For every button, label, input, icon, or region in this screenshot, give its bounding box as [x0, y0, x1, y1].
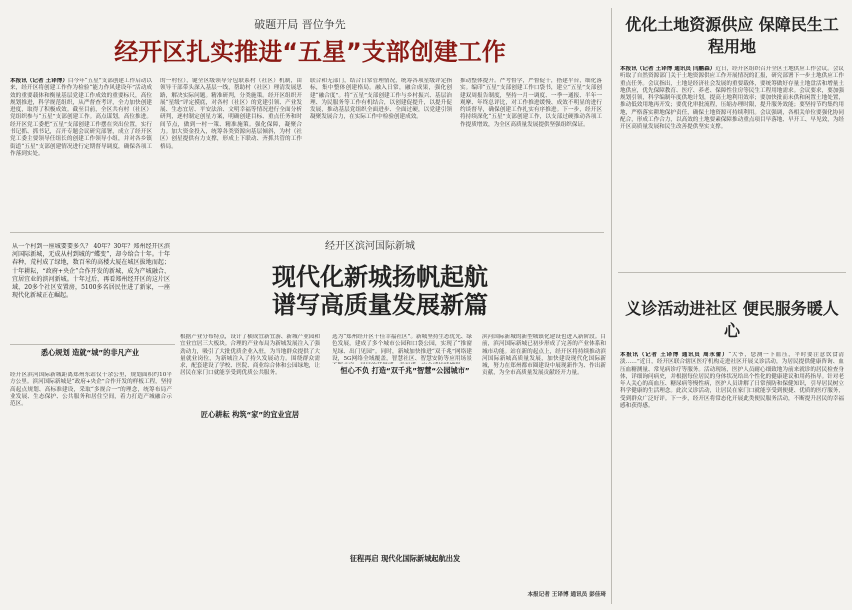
story1-column-4	[460, 78, 602, 226]
story1-column-3	[310, 78, 452, 226]
story3-headline-line2: 谱写高质量发展新篇	[272, 291, 488, 319]
story1-col1-text: 白今年“五星”支部创建工作启动以来，经开区将创建工作作为检验“能力作风建设年”活动成效的重要载体和衡量基层党建工作成效的重要标尺，高位规划推进，科学规范组织，从严督查考评，全力加快创建进度，取得了积极成效。截至目前，全区共有村（社区）党组织参与“五星”支部创建工作。高点谋划，高位推进。经开区党工委把“五星”支部创建工作摆在突出位置，实行书记抓、抓书记，召开专题会议研究部署，成立了经开区党工委主要领导任组长的创建工作领导小组，并对各乡镇街道“五星”支部创建情况进行定期督导调度，确保各项工作落到实处。	[10, 78, 152, 157]
story1-kicker: 破题开局 晋位争先	[254, 18, 346, 31]
story3-subhead-1: 悉心规划 造就“城”的非凡产业	[40, 348, 140, 357]
story4-body-text: “大爷，您测一下血压，平时要注意饮食清淡……”近日，经开区联合辖区医疗机构走进社区开展义诊活动，为居民提供健康咨询、血压血糖测量、常见病诊疗等服务。活动现场，医护人员耐心细致地为前来就诊的居民检查身体，详细询问病史，并根据每位居民的身体状况给出个性化的健康建议和用药指导。针对老年人关心的高血压、糖尿病等慢性病，医护人员讲解了日常预防和保健知识，引导居民树立科学健康的生活理念。此次义诊活动，让居民在家门口就能享受到便捷、优质的医疗服务，受到群众广泛好评。下一步，经开区将常态化开展此类便民服务活动，不断提升居民的幸福感和获得感。	[620, 352, 844, 410]
story3-col4-text: 滨河国际新城的新型城镇化建设也进入新阶段。目前，滨河国际新城已初步形成了完善的产业体系和城市功能。站在新的起点上，经开区将持续推动滨河国际新城高质量发展，加快建设现代化国际新城，努力在郑州都市圈建设中展现新作为、作出新贡献，为全市高质量发展贡献经开力量。	[482, 334, 606, 377]
story1-col4-text: 推动整体提升。严考督学，严督促干，搭建平台，细化落实。编印“五星”支部创建工作口袋书，建立“五星”支部创建双周报告制度，坚持一月一调度、一季一通报、半年一观摩、年终总评比，对工作推进缓慢、成效不明显的进行约谈督导，确保创建工作扎实有序推进。下一步，经开区将持续深化“五星”支部创建工作，以支部过硬推动各项工作提质增效，为全区高质量发展提供坚强组织保证。	[460, 78, 602, 128]
story1-lead: 本报讯（记者 王译博）	[10, 78, 68, 84]
story3-intro-text: 从一个村到一座城要要多久？ 40年？30年？郑州经开区滨河国际新城，无成从村到城的“蝶变”，却今给合十年。十年春种，荒村成了绿地，数百米的高楼大厦在城区拔地而起；十年耕耘，“政府+央企”合作开发的新城，成为产城融合、宜居宜业的滨河新城。十年过后，再看郑州经开区的这片区域，20多个社区安置房，5100多名居民住进了新家，一座现代化新城正在崛起。	[12, 243, 170, 300]
story3-byline: 本报记者 王译博 通讯员 彭佳琦	[527, 592, 606, 598]
story3-column-4	[482, 334, 606, 584]
divider-story3-intro	[10, 344, 175, 345]
divider-story1-bottom	[10, 232, 604, 233]
story3-intro	[12, 243, 170, 339]
story4-lead: 本报讯（记者 王译博 通讯员 周永蕾）	[620, 352, 729, 358]
story3-col2-text: 根据产业分布特点，设计了横成宜新宜游、新城产业园和宜业宜居三大板块。合理的产业布局为新城发展注入了强劲动力，吸引了大批优质企业入驻，为当地群众提供了大量就业岗位，为新城注入了持久发展动力。围绕群众需求，配套建设了学校、医院、商业综合体和公园绿地，让居民在家门口就能享受到优质公共服务。	[180, 334, 320, 377]
story3-column-2-top	[180, 334, 320, 378]
story1-headline: 经开区扎实推进“五星”支部创建工作	[114, 38, 506, 66]
divider-story2-bottom	[618, 272, 846, 273]
story3-column-1	[10, 372, 172, 602]
story1-col3-text: 联合和无部门，结合日常管理情况，统筹各项星级评定指标，集中整体创建格局。融入日常，融合成果，强化创建“融合度”。将“五星”支部创建工作与乡村振兴、基层治理、为民服务等工作有机结合，以创建促提升，以提升促发展，推动基层党组织全面进步、全面过硬，以党建引领凝聚发展合力，在实际工作中检验创建成效。	[310, 78, 452, 121]
story4-headline	[620, 298, 844, 342]
story3-headline-line1: 现代化新城扬帆起航	[272, 263, 488, 291]
story3-col1-text: 经开区滨河国际新城距离郑州东站仅十余公里，规划面积约10平方公里。滨河国际新城是“政府+央企”合作开发的样板工程，坚持高起点规划、高标准建设，采取“多规合一”的理念，统筹布局产业发展、生态保护、公共服务和居住空间，着力打造产城融合示范区。	[10, 372, 172, 408]
story3-subhead-2: 匠心耕耘 构筑“家”的宜业宜居	[200, 410, 300, 419]
story1-col2-text: 的一村位），键全区级领导分包联系村（社区）机制，由领导干部带头深入基层一线，帮助村（社区）理清发展思路，解决实际问题。精准研判，分类施策。经开区组织开展“星级”评定摸底，对各村（社区）的党建引领、产业发展、生态宜居、平安法治、文明幸福等情况进行全面分析研判，逐村制定创星方案，明确创建目标、重点任务和时间节点，做到一村一策、精准施策。强化保障，凝聚合力。加大资金投入，统筹各类资源向基层倾斜，为村（社区）创星提供有力支撑，形成上下联动、齐抓共管的工作格局。	[160, 78, 302, 150]
story3-subhead-4: 征程再启 现代化国际新城起航出发	[349, 554, 461, 563]
story3-column-3-bottom	[332, 390, 472, 520]
story2-body	[620, 66, 844, 266]
story1-column-2	[160, 78, 302, 226]
story4-body	[620, 352, 844, 602]
story2-headline	[620, 14, 844, 58]
story2-body-text: 近日，经开区组织召开全区土地供应工作会议。会议听取了自然资源部门关于土地资源供应工作开展情况的汇报，研究部署下一步土地供应工作重点任务。会议指出，土地是经济社会发展的重要载体，要统筹做好存量土地盘活和增量土地供应，优先保障教育、医疗、养老、保障性住房等民生工程用地需求。会议要求，要加强规划引领，科学编制年度供地计划，提高土地利用效率；要加快批而未供和闲置土地处置，推动低效用地再开发；要优化审批流程，压缩办理时限，提升服务效能；要坚持节约集约用地，严格落实耕地保护责任，确保土地资源可持续利用。会议强调，各相关单位要强化协同配合，形成工作合力，以高效的土地要素保障推动重点项目早落地、早开工、早见效，为经开区高质量发展和民生改善提供坚实支撑。	[620, 66, 844, 131]
story3-kicker: 经开区滨河国际新城	[325, 241, 415, 252]
story3-column-3	[332, 334, 472, 364]
story2-lead: 本报讯（记者 王译博 通讯员 闫鹏森）	[620, 66, 716, 72]
story4-headline-text: 义诊活动进社区 便民服务暖人心	[625, 299, 839, 340]
story3-col3-text: 选为“郑州经开区十佳幸福社区”。新城坚持生态优先、绿色发展，建成了多个城市公园和口袋公园，实现了“推窗见绿、出门见园”。同时，新城加快推进“双千兆”网络建设，5G网络全域覆盖，智慧社区、智慧安防等应用场景	[332, 334, 472, 362]
divider-vertical-right	[611, 8, 612, 604]
story2-headline-text: 优化土地资源供应 保障民生工程用地	[625, 15, 839, 56]
story3-subhead-3: 恒心不负 打造“双千兆”智慧“公园城市”	[340, 366, 470, 375]
story1-column-1	[10, 78, 152, 226]
story3-column-2-bottom	[180, 432, 320, 602]
